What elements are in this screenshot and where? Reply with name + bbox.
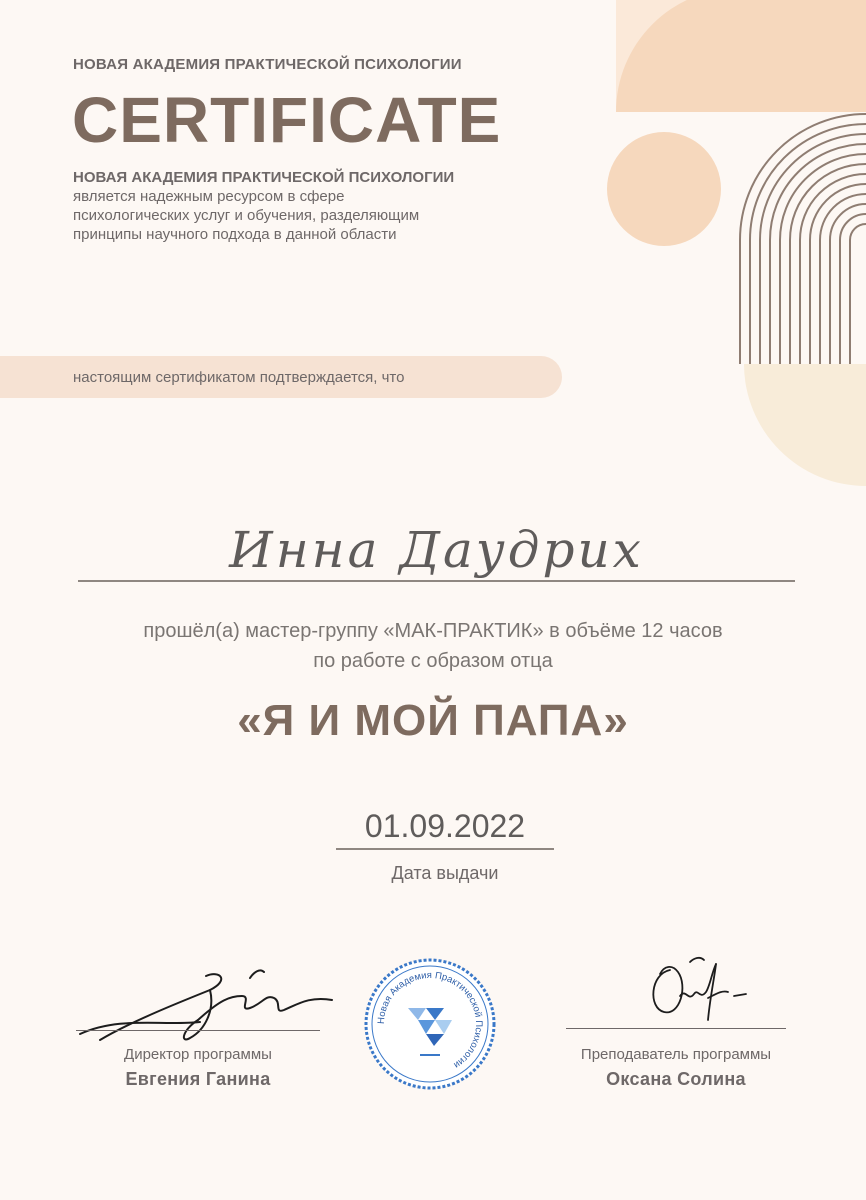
- course-description-line-2: по работе с образом отца: [313, 650, 553, 672]
- recipient-name: Инна Даудрих: [229, 521, 644, 579]
- deco-circle: [607, 132, 721, 246]
- teacher-role: Преподаватель программы: [580, 1046, 772, 1063]
- recipient-underline: [78, 580, 795, 582]
- seal-mark: [420, 1054, 440, 1056]
- description-lead: НОВАЯ АКАДЕМИЯ ПРАКТИЧЕСКОЙ ПСИХОЛОГИИ: [73, 169, 455, 186]
- confirm-text: настоящим сертификатом подтверждается, что: [73, 369, 405, 386]
- deco-half-disc: [744, 364, 866, 486]
- teacher-signature: [630, 950, 770, 1040]
- teacher-name: Оксана Солина: [606, 1069, 746, 1089]
- academy-name-header: НОВАЯ АКАДЕМИЯ ПРАКТИЧЕСКОЙ ПСИХОЛОГИИ: [73, 56, 462, 73]
- seal-text: Новая Академия Практической Психологии: [375, 969, 485, 1071]
- description-line-2: психологических услуг и обучения, разделяющим: [73, 207, 420, 224]
- program-title: «Я И МОЙ ПАПА»: [237, 696, 629, 745]
- course-description-line-1: прошёл(а) мастер-группу «МАК-ПРАКТИК» в объёме 12 часов: [143, 620, 723, 642]
- academy-seal: [364, 958, 496, 1090]
- deco-arcs: [740, 114, 866, 364]
- director-name: Евгения Ганина: [125, 1069, 271, 1089]
- issue-date-underline: [336, 848, 554, 850]
- teacher-signature-line: [566, 1028, 786, 1029]
- director-signature: [70, 960, 340, 1050]
- issue-date: 01.09.2022: [364, 808, 526, 844]
- issue-date-label: Дата выдачи: [391, 863, 499, 883]
- director-signature-line: [76, 1030, 320, 1031]
- director-role: Директор программы: [124, 1046, 272, 1063]
- description-line-1: является надежным ресурсом в сфере: [73, 188, 345, 205]
- academy-description: [73, 168, 533, 244]
- certificate-title: CERTIFICATE: [72, 84, 502, 156]
- description-line-3: принципы научного подхода в данной области: [73, 226, 397, 243]
